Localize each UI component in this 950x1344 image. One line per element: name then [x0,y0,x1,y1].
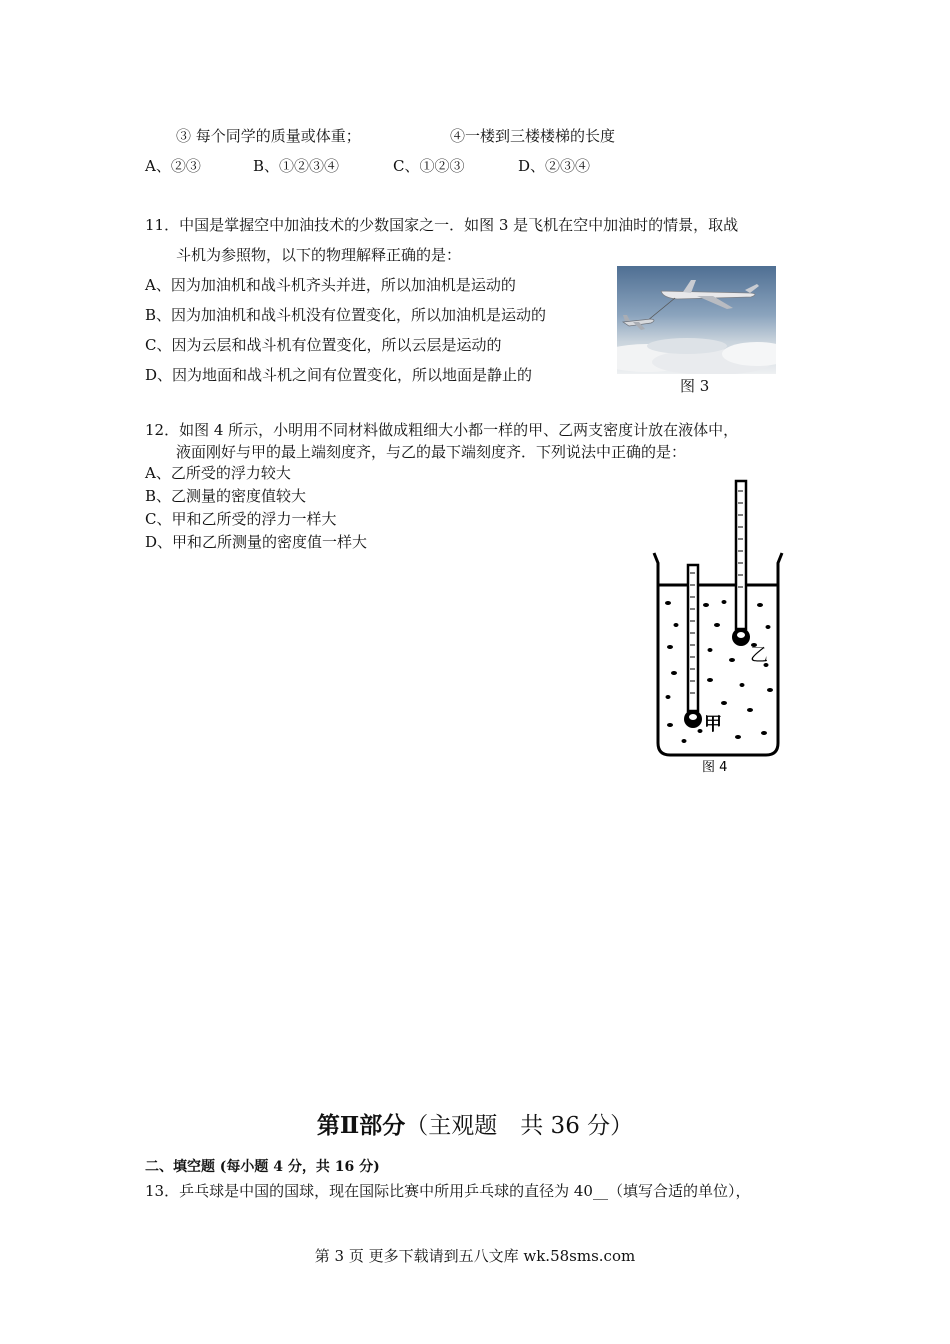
label-yi: 乙 [750,645,768,666]
hydrometer-yi [732,481,750,646]
q10-option-a: A、②③ [145,157,201,175]
q13-stem: 13．乒乓球是中国的国球，现在国际比赛中所用乒乓球的直径为 40__（填写合适的单位）， [145,1182,751,1200]
q11-stem-continued: 斗机为参照物，以下的物理解释正确的是： [176,246,462,264]
q11-option-a: A、因为加油机和战斗机齐头并进，所以加油机是运动的 [145,276,516,294]
q12-option-d: D、甲和乙所测量的密度值一样大 [145,533,368,551]
figure-3-caption: 图 3 [680,377,710,395]
q11-option-b: B、因为加油机和战斗机没有位置变化，所以加油机是运动的 [145,306,547,324]
q10-item-3: ③ 每个同学的质量或体重； [176,127,361,145]
q10-item-4: ④一楼到三楼楼梯的长度 [450,127,616,145]
page-footer: 第 3 页 更多下载请到五八文库 wk.58sms.com [314,1247,636,1265]
part-2-heading [0,1110,950,1142]
q12-option-b: B、乙测量的密度值较大 [145,487,307,505]
section-2-label: 二、填空题 [145,1159,215,1175]
part-2-subtitle: （主观题 共 36 分） [405,1113,634,1139]
q12-option-a: A、乙所受的浮力较大 [145,464,291,482]
hydrometer-diagram [640,475,800,775]
q12-option-c: C、甲和乙所受的浮力一样大 [145,510,337,528]
part-2-title: 第Ⅱ部分 [316,1112,406,1139]
section-2-note: (每小题 4 分，共 16 分) [219,1159,380,1175]
label-jia: 甲 [704,714,722,735]
refueling-photo-image [617,266,776,374]
q10-option-b: B、①②③④ [253,157,340,175]
q10-option-d: D、②③④ [518,157,591,175]
q10-option-c: C、①②③ [393,157,465,175]
figure-4-caption: 图 4 [702,760,728,775]
q11-option-c: C、因为云层和战斗机有位置变化，所以云层是运动的 [145,336,502,354]
q11-option-d: D、因为地面和战斗机之间有位置变化，所以地面是静止的 [145,366,533,384]
hydrometer-jia [684,565,702,728]
figure-4-hydrometer-diagram [640,475,800,775]
figure-3-refueling-photo [617,266,776,374]
q11-stem: 11．中国是掌握空中加油技术的少数国家之一．如图 3 是飞机在空中加油时的情景，取战 [145,216,739,234]
section-2-label-line [145,1156,380,1177]
q12-stem-continued: 液面刚好与甲的最上端刻度齐，与乙的最下端刻度齐．下列说法中正确的是： [176,443,687,461]
q12-stem: 12．如图 4 所示，小明用不同材料做成粗细大小都一样的甲、乙两支密度计放在液体中， [145,421,739,439]
